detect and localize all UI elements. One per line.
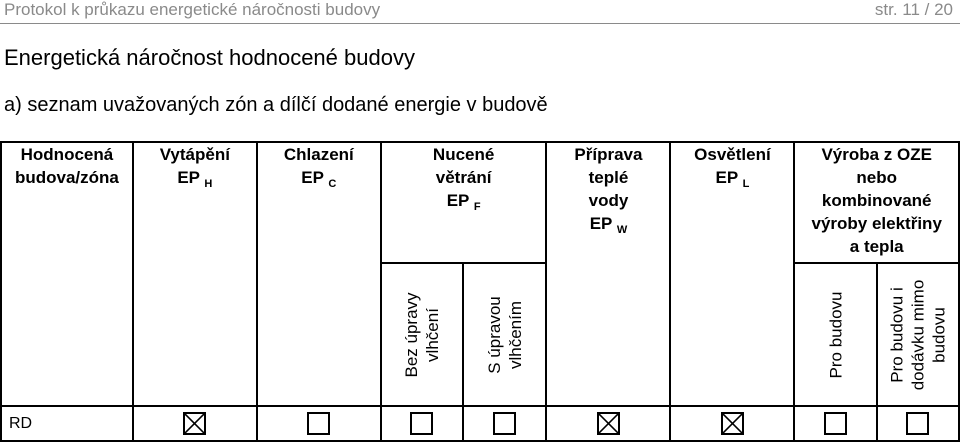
x-mark-icon <box>723 414 742 433</box>
col-header-zone: Hodnocená budova/zóna <box>1 142 133 406</box>
x-mark-icon <box>185 414 204 433</box>
cooling-checkbox[interactable] <box>307 412 330 435</box>
subcol-header-no-humidification: Bez úpravy vlhčení <box>381 263 463 406</box>
col-header-production: Výroba z OZE nebo kombinované výroby elektřiny a tepla <box>794 142 959 263</box>
x-mark-icon <box>599 414 618 433</box>
col-header-heating: Vytápění EP $_H$ <box>133 142 257 406</box>
section-heading: Energetická náročnost hodnocené budovy <box>4 45 415 70</box>
energy-zones-table <box>0 141 960 442</box>
ventilation-with-humidification-checkbox[interactable] <box>493 412 516 435</box>
col-header-hotwater: Příprava teplé vody EP $_W$ <box>546 142 670 406</box>
document-title: Protokol k průkazu energetické náročnosti budovy <box>4 0 381 19</box>
header-divider <box>0 23 960 24</box>
ventilation-no-humidification-checkbox[interactable] <box>410 412 433 435</box>
heating-checkbox[interactable] <box>183 412 206 435</box>
lighting-checkbox[interactable] <box>721 412 744 435</box>
page-header <box>0 0 960 22</box>
production-for-building-checkbox[interactable] <box>824 412 847 435</box>
subcol-header-for-building: Pro budovu <box>794 263 876 406</box>
page-number: str. 11 / 20 <box>874 0 953 19</box>
hotwater-checkbox[interactable] <box>597 412 620 435</box>
table-row <box>1 406 959 441</box>
subcol-header-with-humidification: S úpravou vlhčením <box>463 263 546 406</box>
col-header-cooling: Chlazení EP $_C$ <box>257 142 381 406</box>
zone-label: RD <box>1 406 133 441</box>
col-header-ventilation: Nucené větrání EP $_F$ <box>381 142 547 263</box>
production-export-checkbox[interactable] <box>906 412 929 435</box>
subcol-header-for-building-and-export: Pro budovu i dodávku mimo budovu <box>877 263 959 406</box>
section-subheading: a) seznam uvažovaných zón a dílčí dodané energie v budově <box>4 94 548 116</box>
col-header-lighting: Osvětlení EP $_L$ <box>670 142 794 406</box>
